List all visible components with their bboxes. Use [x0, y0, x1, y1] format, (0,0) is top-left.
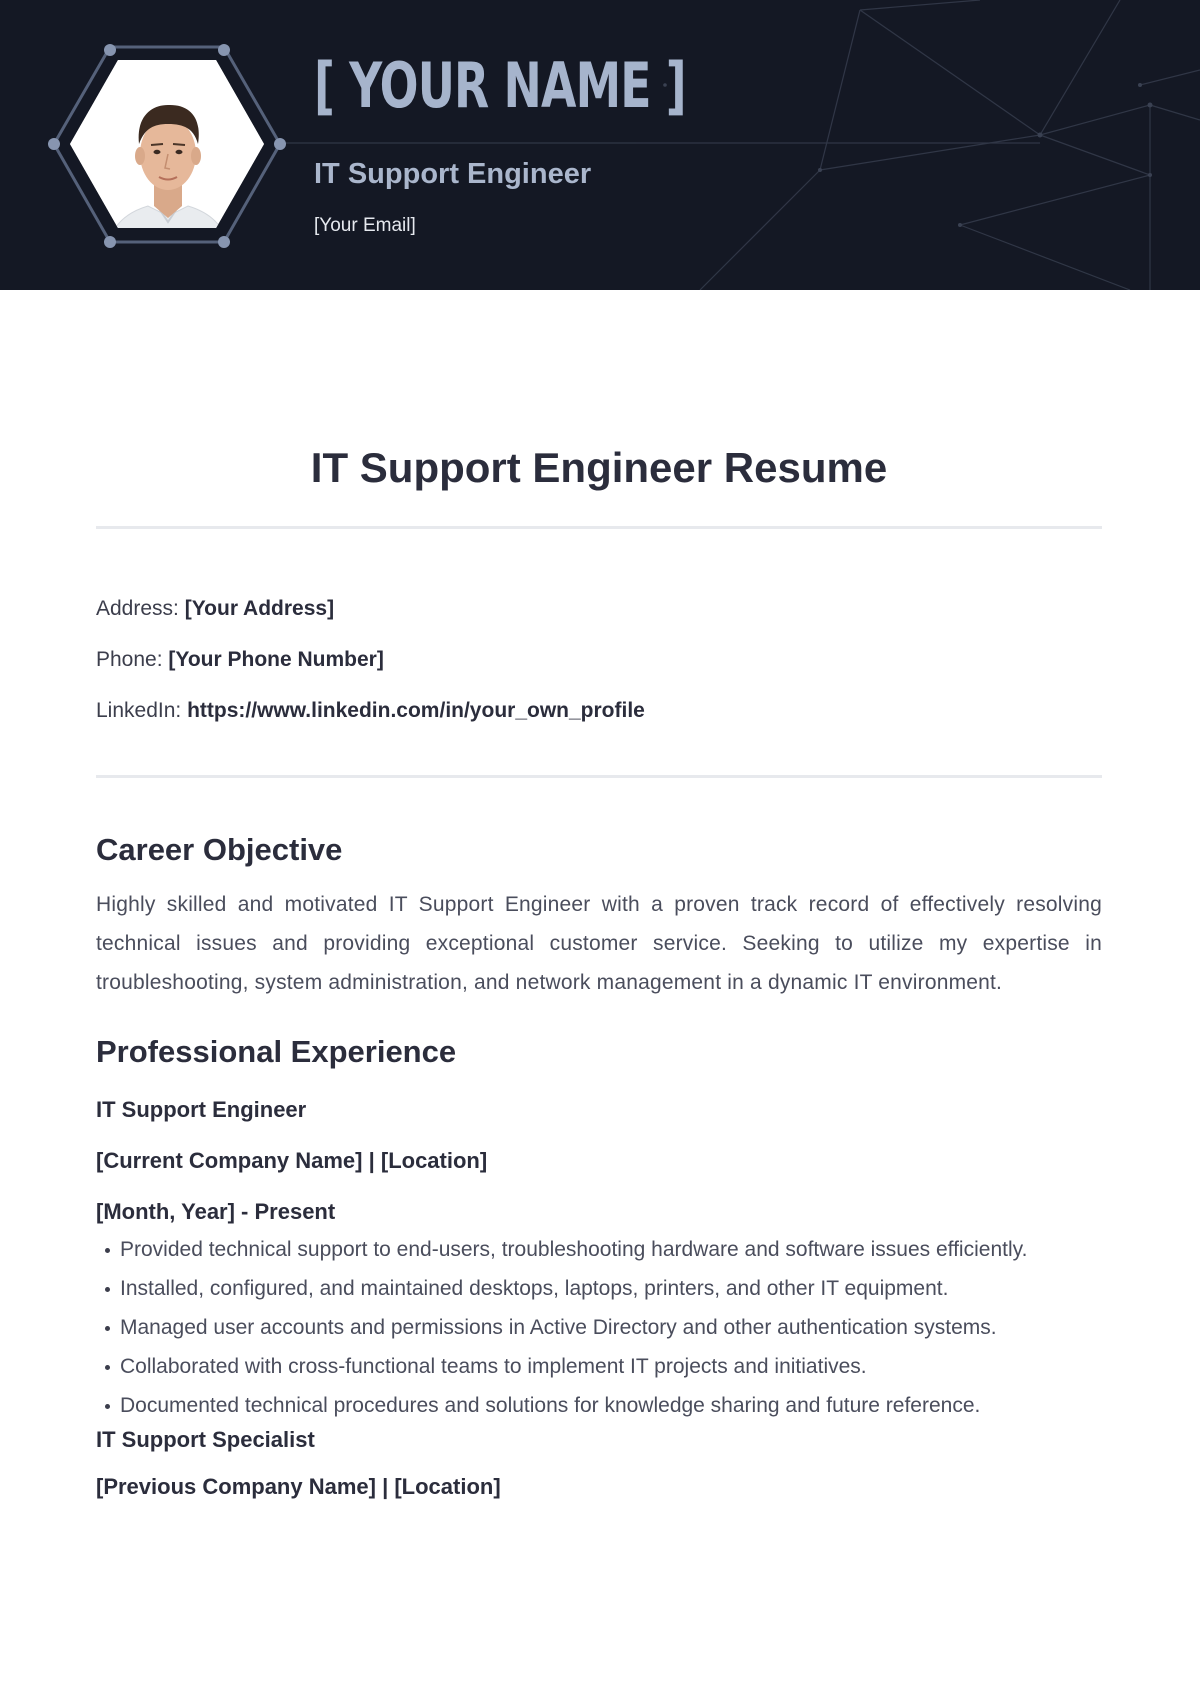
bullet-text: Documented technical procedures and solutions for knowledge sharing and future reference. — [120, 1394, 981, 1417]
job-bullet-list — [96, 1230, 1072, 1425]
job-title: IT Support Engineer — [96, 1097, 307, 1122]
role-subtitle: IT Support Engineer — [314, 158, 592, 190]
divider — [96, 526, 1102, 529]
bullet-text: Managed user accounts and permissions in Active Directory and other authentication systems. — [120, 1316, 997, 1339]
phone-line — [96, 634, 1102, 685]
header-text-block — [314, 48, 768, 237]
page-title: IT Support Engineer Resume — [310, 444, 888, 491]
avatar — [48, 44, 288, 254]
phone-label: Phone: — [96, 648, 163, 671]
list-item — [96, 1347, 1072, 1386]
profile-photo-frame — [48, 44, 288, 254]
bullet-text: Collaborated with cross-functional teams to implement IT projects and initiatives. — [120, 1355, 867, 1378]
professional-experience-heading: Professional Experience — [96, 1034, 457, 1069]
bullet-text: Installed, configured, and maintained desktops, laptops, printers, and other IT equipment. — [120, 1277, 949, 1300]
job-dates: [Month, Year] - Present — [96, 1199, 336, 1224]
job-entry — [96, 1084, 1102, 1425]
linkedin-label: LinkedIn: — [96, 699, 182, 722]
list-item — [96, 1308, 1072, 1347]
job-company-location: [Previous Company Name] | [Location] — [96, 1474, 501, 1499]
job-company-location: [Current Company Name] | [Location] — [96, 1148, 488, 1173]
linkedin-link[interactable]: https://www.linkedin.com/in/your_own_profile — [187, 699, 645, 722]
career-objective-heading: Career Objective — [96, 832, 343, 867]
address-value: [Your Address] — [184, 597, 335, 620]
name-heading: [ YOUR NAME ] — [314, 49, 686, 122]
email-text: [Your Email] — [314, 215, 416, 236]
list-item — [96, 1269, 1072, 1308]
resume-content — [96, 440, 1102, 1512]
phone-value: [Your Phone Number] — [168, 648, 384, 671]
list-item — [96, 1230, 1072, 1269]
list-item — [96, 1386, 1072, 1425]
career-objective-text: Highly skilled and motivated IT Support Engineer with a proven track record of effectively resolving technical issues and providing exceptional customer service. Seeking to utilize my expertise in troubleshooting, system administration, and network management in a dynamic IT environment. — [96, 893, 1102, 994]
address-line — [96, 583, 1102, 634]
header-banner — [0, 0, 1200, 290]
job-title: IT Support Specialist — [96, 1427, 315, 1452]
divider — [96, 775, 1102, 778]
bullet-text: Provided technical support to end-users, troubleshooting hardware and software issues efficiently. — [120, 1238, 1028, 1261]
linkedin-line — [96, 685, 1102, 736]
job-entry — [96, 1419, 1102, 1512]
contact-block — [96, 583, 1102, 736]
address-label: Address: — [96, 597, 179, 620]
